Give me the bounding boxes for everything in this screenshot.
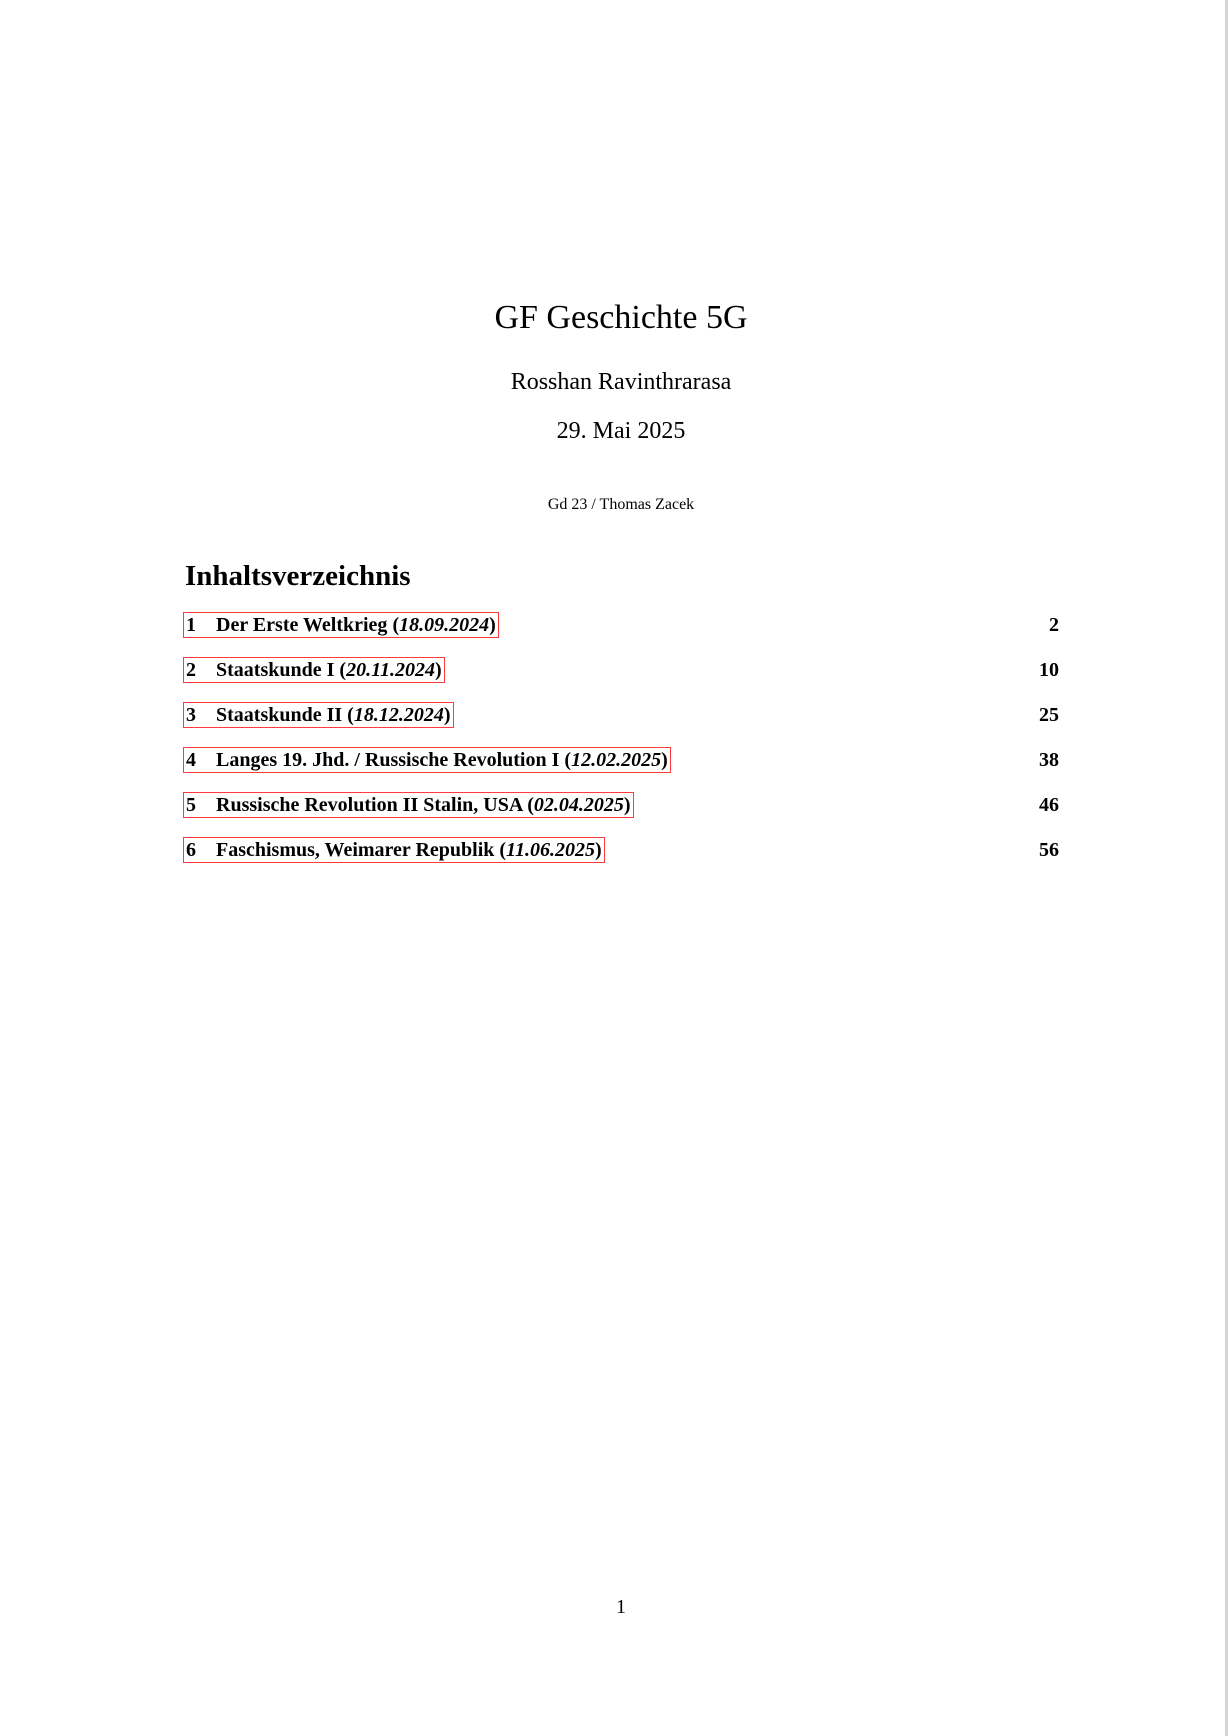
document-author: Rosshan Ravinthrarasa bbox=[510, 369, 732, 395]
toc-link-6[interactable]: 6 Faschismus, Weimarer Republik (11.06.2025) bbox=[183, 837, 605, 863]
toc-entry-page: 56 bbox=[1039, 839, 1059, 861]
toc-entry-title: Faschismus, Weimarer Republik bbox=[216, 839, 495, 861]
toc-link-5[interactable]: 5 Russische Revolution II Stalin, USA (02.04.2025) bbox=[183, 792, 634, 818]
toc-link-2[interactable]: 2 Staatskunde I (20.11.2024) bbox=[183, 657, 445, 683]
toc-entry-title: Langes 19. Jhd. / Russische Revolution I bbox=[216, 749, 560, 771]
toc-entry-number: 1 bbox=[186, 614, 196, 636]
toc-entry-number: 4 bbox=[186, 749, 196, 771]
toc-link-3[interactable]: 3 Staatskunde II (18.12.2024) bbox=[183, 702, 454, 728]
toc-entry-page: 2 bbox=[1049, 614, 1059, 636]
toc-entry-date: 18.09.2024 bbox=[399, 614, 490, 636]
toc-entry-title: Der Erste Weltkrieg bbox=[216, 614, 388, 636]
document-date: 29. Mai 2025 bbox=[556, 418, 686, 444]
toc-entry-date: 20.11.2024 bbox=[346, 659, 435, 681]
toc-entry-date: 11.06.2025 bbox=[506, 839, 595, 861]
toc-entry-number: 5 bbox=[186, 794, 196, 816]
toc-entry bbox=[183, 612, 1059, 657]
document-title: GF Geschichte 5G bbox=[494, 299, 748, 336]
toc-entry-page: 10 bbox=[1039, 659, 1059, 681]
toc-link-1[interactable]: 1 Der Erste Weltkrieg (18.09.2024) bbox=[183, 612, 499, 638]
toc-list bbox=[183, 612, 1059, 882]
toc-entry-number: 6 bbox=[186, 839, 196, 861]
toc-entry-title: Russische Revolution II Stalin, USA bbox=[216, 794, 523, 816]
toc-entry bbox=[183, 837, 1059, 882]
toc-entry-title: Staatskunde II bbox=[216, 704, 343, 726]
toc-entry-number: 3 bbox=[186, 704, 196, 726]
toc-entry bbox=[183, 747, 1059, 792]
toc-link-4[interactable]: 4 Langes 19. Jhd. / Russische Revolution I (12.02.2025) bbox=[183, 747, 671, 773]
toc-entry-page: 25 bbox=[1039, 704, 1059, 726]
document-course: Gd 23 / Thomas Zacek bbox=[547, 496, 695, 513]
toc-entry-date: 12.02.2025 bbox=[571, 749, 662, 771]
toc-entry-title: Staatskunde I bbox=[216, 659, 335, 681]
toc-entry bbox=[183, 657, 1059, 702]
toc-entry-number: 2 bbox=[186, 659, 196, 681]
toc-entry-date: 18.12.2024 bbox=[353, 704, 444, 726]
toc-entry bbox=[183, 702, 1059, 747]
page-number: 1 bbox=[616, 1596, 626, 1618]
toc-heading: Inhaltsverzeichnis bbox=[185, 560, 411, 592]
toc-entry-page: 46 bbox=[1039, 794, 1059, 816]
toc-entry bbox=[183, 792, 1059, 837]
toc-entry-date: 02.04.2025 bbox=[533, 794, 624, 816]
toc-entry-page: 38 bbox=[1039, 749, 1059, 771]
